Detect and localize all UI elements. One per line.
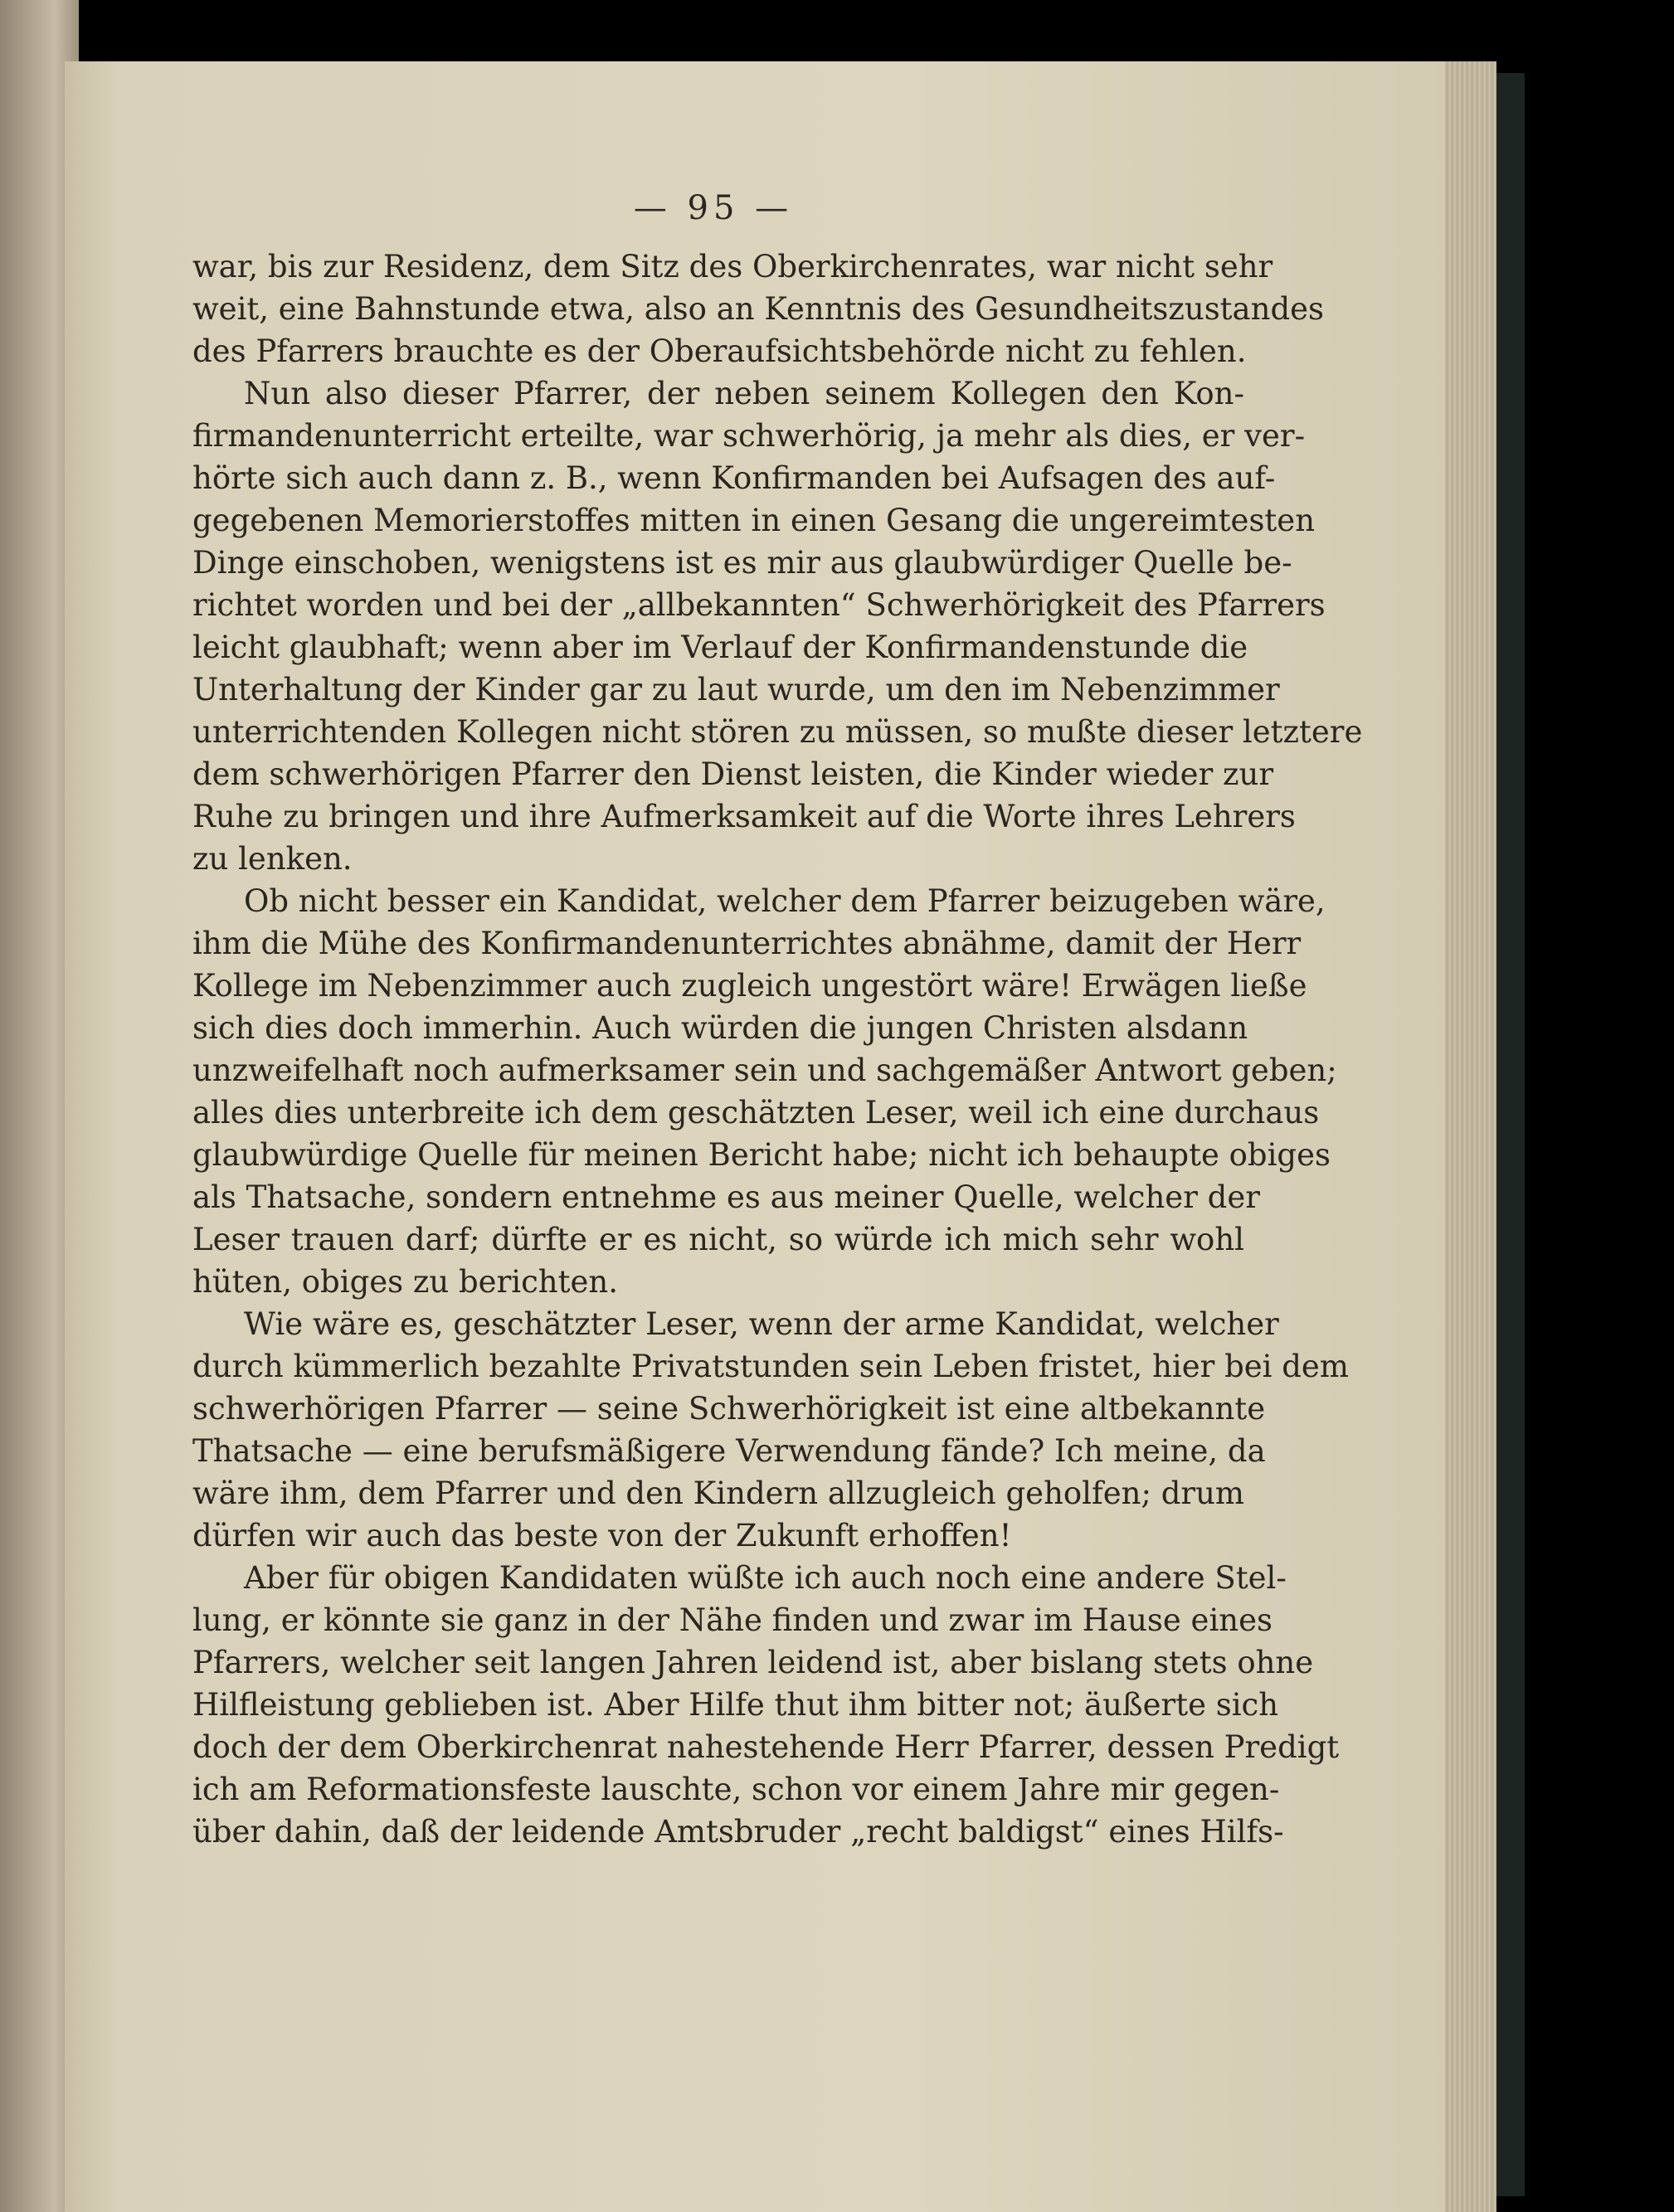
text-line: glaubwürdige Quelle für meinen Bericht habe; nicht ich behaupte obiges (192, 1137, 1331, 1173)
text-line: über dahin, daß der leidende Amtsbruder „recht baldigst“ eines Hilfs- (192, 1814, 1284, 1850)
text-line: ich am Reformationsfeste lauschte, schon vor einem Jahre mir gegen- (192, 1772, 1280, 1807)
page-number: — 95 — (633, 189, 794, 227)
text-line: richtet worden und bei der „allbekannten“ Schwerhörigkeit des Pfarrers (192, 587, 1326, 623)
text-line: weit, eine Bahnstunde etwa, also an Kenntnis des Gesundheitszustandes (192, 291, 1325, 327)
text-line: unterrichtenden Kollegen nicht stören zu müssen, so mußte dieser letztere (192, 714, 1363, 750)
page-stack-edge (1445, 61, 1496, 2212)
text-line: Hilfleistung geblieben ist. Aber Hilfe thut ihm bitter not; äußerte sich (192, 1687, 1279, 1723)
text-line: alles dies unterbreite ich dem geschätzten Leser, weil ich eine durchaus (192, 1095, 1320, 1130)
text-line: doch der dem Oberkirchenrat nahestehende Herr Pfarrer, dessen Predigt (192, 1729, 1340, 1765)
text-line: als Thatsache, sondern entnehme es aus meiner Quelle, welcher der (192, 1179, 1260, 1215)
text-line: sich dies doch immerhin. Auch würden die jungen Christen alsdann (192, 1010, 1248, 1046)
book-cover-edge (1496, 73, 1525, 2196)
text-line: Dinge einschoben, wenigstens ist es mir aus glaubwürdiger Quelle be- (192, 545, 1292, 581)
text-line: Pfarrers, welcher seit langen Jahren leidend ist, aber bislang stets ohne (192, 1645, 1314, 1680)
text-line: lung, er könnte sie ganz in der Nähe finden und zwar im Hause eines (192, 1602, 1273, 1638)
text-line: dem schwerhörigen Pfarrer den Dienst leisten, die Kinder wieder zur (192, 756, 1274, 792)
text-line: war, bis zur Residenz, dem Sitz des Oberkirchenrates, war nicht sehr (192, 249, 1273, 284)
text-line: gegebenen Memorierstoffes mitten in einen Gesang die ungereimtesten (192, 503, 1316, 538)
text-line: schwerhörigen Pfarrer — seine Schwerhörigkeit ist eine altbekannte (192, 1391, 1266, 1427)
text-line: ihm die Mühe des Konfirmandenunterrichtes abnähme, damit der Herr (192, 926, 1302, 961)
text-line: Aber für obigen Kandidaten wüßte ich auch noch eine andere Stel- (244, 1560, 1287, 1596)
text-line: Thatsache — eine berufsmäßigere Verwendung fände? Ich meine, da (192, 1433, 1266, 1469)
text-line: durch kümmerlich bezahlte Privatstunden sein Leben fristet, hier bei dem (192, 1349, 1349, 1384)
text-line: wäre ihm, dem Pfarrer und den Kindern allzugleich geholfen; drum (192, 1475, 1244, 1511)
text-line: Unterhaltung der Kinder gar zu laut wurde, um den im Nebenzimmer (192, 672, 1280, 707)
text-line: des Pfarrers brauchte es der Oberaufsichtsbehörde nicht zu fehlen. (192, 333, 1247, 369)
text-line: hörte sich auch dann z. B., wenn Konfirmanden bei Aufsagen des auf- (192, 460, 1276, 496)
text-line: leicht glaubhaft; wenn aber im Verlauf der Konfirmandenstunde die (192, 630, 1248, 665)
text-line: Leser trauen darf; dürfte er es nicht, so würde ich mich sehr wohl (192, 1222, 1244, 1257)
text-line: zu lenken. (192, 841, 353, 877)
body-text (192, 246, 1363, 1853)
text-line: Ruhe zu bringen und ihre Aufmerksamkeit auf die Worte ihres Lehrers (192, 799, 1296, 834)
text-line: Nun also dieser Pfarrer, der neben seinem Kollegen den Kon- (244, 376, 1244, 411)
text-line: Kollege im Nebenzimmer auch zugleich ungestört wäre! Erwägen ließe (192, 968, 1307, 1004)
text-line: firmandenunterricht erteilte, war schwerhörig, ja mehr als dies, er ver- (192, 418, 1306, 454)
text-line: unzweifelhaft noch aufmerksamer sein und sachgemäßer Antwort geben; (192, 1053, 1337, 1088)
text-line: hüten, obiges zu berichten. (192, 1264, 618, 1300)
text-line: Wie wäre es, geschätzter Leser, wenn der arme Kandidat, welcher (244, 1306, 1279, 1342)
text-line: Ob nicht besser ein Kandidat, welcher dem Pfarrer beizugeben wäre, (244, 883, 1326, 919)
text-line: dürfen wir auch das beste von der Zukunft erhoffen! (192, 1518, 1012, 1553)
